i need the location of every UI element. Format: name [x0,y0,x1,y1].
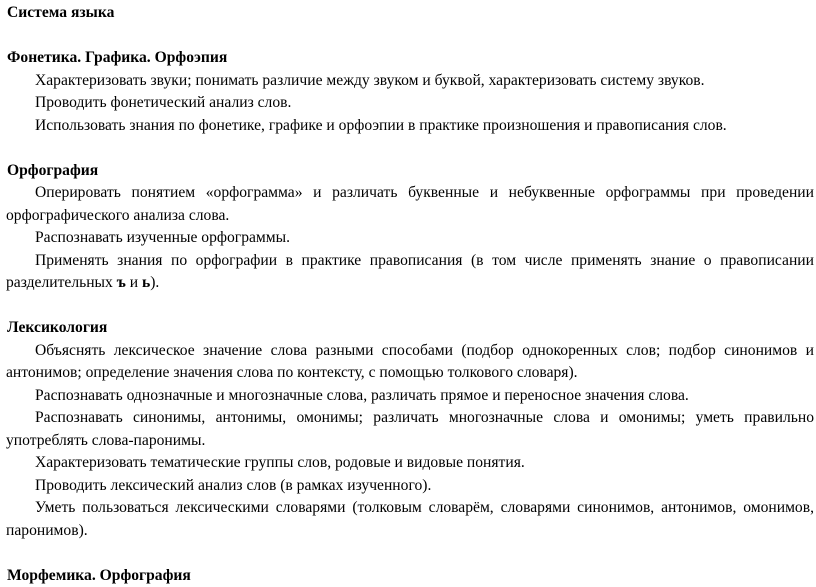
lexicology-item-2: Распознавать однозначные и многозначные слова, различать прямое и переносное значения слова. [6,385,814,408]
hard-sign-letter: ъ [117,274,126,291]
orthography-item-3 [6,250,814,295]
lexicology-item-4: Характеризовать тематические группы слов, родовые и видовые понятия. [6,452,814,475]
lexicology-item-5: Проводить лексический анализ слов (в рамках изученного). [6,475,814,498]
phonetics-item-2: Проводить фонетический анализ слов. [6,92,814,115]
document-title: Система языка [6,2,814,25]
spacer [6,295,814,318]
section-heading-lexicology: Лексикология [6,317,814,340]
section-heading-morphemics: Морфемика. Орфография [6,565,814,587]
lexicology-item-3: Распознавать синонимы, антонимы, омонимы; различать многозначные слова и омонимы; уметь правильно употреблять слова-паронимы. [6,407,814,452]
lexicology-item-1: Объяснять лексическое значение слова разными способами (подбор однокоренных слов; подбор синонимов и антонимов; определение значения слова по контексту, с помощью толкового словаря). [6,340,814,385]
orthography-item-3-text: Применять знания по орфографии в практике правописания (в том числе применять знание о правописании разделительных [6,252,814,292]
phonetics-item-1: Характеризовать звуки; понимать различие между звуком и буквой, характеризовать систему звуков. [6,70,814,93]
spacer [6,25,814,48]
document-page [6,2,814,587]
lexicology-item-6: Уметь пользоваться лексическими словарями (толковым словарём, словарями синонимов, антонимов, омонимов, паронимов). [6,497,814,542]
orthography-item-2: Распознавать изученные орфограммы. [6,227,814,250]
section-heading-phonetics: Фонетика. Графика. Орфоэпия [6,47,814,70]
soft-sign-letter: ь [142,274,150,291]
spacer [6,542,814,565]
section-heading-orthography: Орфография [6,160,814,183]
closing-punctuation: ). [150,274,159,291]
conjunction: и [126,274,142,291]
spacer [6,137,814,160]
phonetics-item-3: Использовать знания по фонетике, графике и орфоэпии в практике произношения и правописания слов. [6,115,814,138]
orthography-item-1: Оперировать понятием «орфограмма» и различать буквенные и небуквенные орфограммы при проведении орфографического анализа слова. [6,182,814,227]
